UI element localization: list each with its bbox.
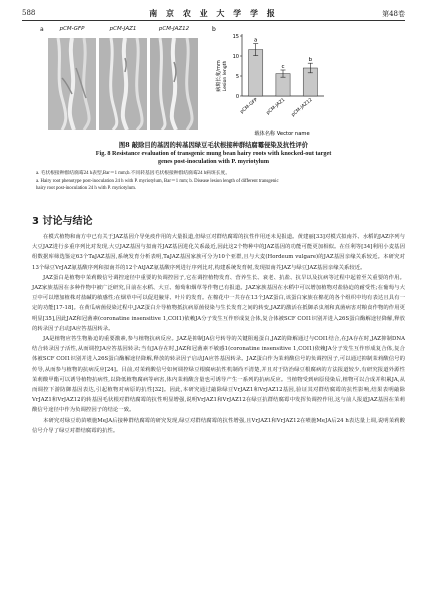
figure-notes [36,170,397,193]
hairy-root-image [99,38,147,130]
photo-label: pCM-JAZ1 [109,26,137,32]
photo-pcm-jaz1 [99,26,147,130]
photo-pcm-jaz12 [150,26,198,130]
figure-note: a. Hairy root phenotype post-inoculation 24 h with P. myriotylum, Bar＝1 mm; b. Disease lesion length of different transgenic [36,178,279,184]
y-tick-label: 5 [235,73,239,80]
section-heading: 3 讨论与结论 [32,216,93,227]
journal-name: 南 京 农 业 大 学 学 报 [149,8,278,18]
bar [249,50,263,96]
x-tick-label: pCM-JAZ1 [265,97,287,116]
figure-caption-cn: 图8 敲除目的基因的转基因绿豆毛状根接种群结腐霉侵染及抗性评价 [118,142,309,149]
y-tick-label: 0 [235,93,239,100]
figure-caption-en [36,150,391,166]
x-tick-label: pCM-GFP [239,97,259,115]
hairy-root-image [150,38,198,130]
figure-caption-en-line2: genes post-inoculation with P. myriotylum [158,158,269,165]
y-axis-label: 病斑长度/mm [216,60,222,92]
body-paragraph: 在模式植物和南方中已有关于JAZ基因介导免疫作用的大量报道,但绿豆对群结腐霉的抗性作用还未见报道。黄建丽[33]对模式拟南芥、水稻的JAZ序列与大豆JAZ进行多重序列比对发现,大豆JAZ基因与拟南芥JAZ基因进化关系最近,因此这2个物种中的JAZ基因的功能可能更加相似。在任利等[34]利用小麦基因组数据库筛选鉴定63个TaJAZ基因,系统发育分析表明,TaJAZ基因家族可分为10个亚群,且与大麦(Hordeum vulgare)的JAZ基因亲缘关系较近。本研究对13个绿豆VrJAZ氨基酸序列和拟南芥的12个AtJAZ氨基酸序列进行序列比对,构建系统发育树,发现拟南芥JAZ与绿豆JAZ基因亲缘关系较近。 [32,234,405,271]
body-paragraph: JAZ蛋白是植物中茉莉酸信号调控途径中重要的负调控因子,它在调控植物发育、营养生长、衰老、抗盐、抗旱以及抗病等过程中起着至关重要的作用。JAZ家族基因在多种作物中被广泛研究,目前在水稻、大豆、葡萄和烟草等作物已有报道。JAZ家族基因在水稻中可以增加植物对盐胁迫的耐受性;在葡萄与大豆中可以增加植株对盐碱的敏感性;在烟草中可以促进腋芽、叶片的发育。在棉花中一共存在13个JAZ蛋白,该蛋白家族在棉花的各个组织中均有表达且具有一定的功能[17-18]。在黄瓜病菌侵染过程中,JAZ蛋白介导植物抵抗病原菌侵染与生长发育之间的转变,JAZ的激活在抵御杀虫剂和真菌病害对粮食作物的作用更明显[35],因此JAZ和冠菌素(coronatine insensitive 1,COI1)依赖JA分子发生互作形成复合体,复合体被SCF COI1识别并进入26S蛋白酶解途径降解,释放的转录因子启动JA应答基因转录。 [32,274,405,332]
photo-pcm-gfp [48,26,96,130]
figure-note: hairy root post-inoculation 24 h with P. myriotylum. [36,186,137,192]
lesion-length-chart [212,24,330,138]
x-tick-label: pCM-JAZ12 [290,97,314,118]
volume-number: 第48卷 [382,10,405,18]
running-header [22,6,405,21]
y-tick-label: 15 [232,33,239,40]
figure-note: a. 毛状根接种群结腐霉24 h表型,Bar＝1 mm;b.不同转基因毛状根接种群结腐霉24 h病斑长度。 [36,171,231,176]
hairy-root-image [48,38,96,130]
body-paragraph: 本研究对绿豆幼苗喷施MeJA后接种群结腐霉的研究发现,绿豆对群结腐霉的抗性增强,且VrJAZ1和VrJAZ12在喷施MeJA后24 h表达量上调,说明茉莉酸信号介导了绿豆对群结腐霉的抗性。 [32,417,405,434]
significance-letter: c [281,64,285,70]
page-number: 588 [22,9,36,17]
chart-svg [212,24,330,138]
body-text [32,232,405,589]
panel-letter-b: b [212,26,216,33]
significance-letter: b [308,57,313,64]
figure-caption-en-line1: Fig. 8 Resistance evaluation of transgenic mung bean hairy roots with knocked-out target [95,150,332,157]
x-axis-label: 载体名称 Vector name [254,131,310,137]
photo-label: pCM-JAZ12 [158,26,190,32]
photo-label: pCM-GFP [59,26,85,32]
y-axis-label-en: Lesion length [223,60,228,92]
significance-letter: a [253,37,258,44]
figure-photo-panel [40,26,198,130]
panel-letter-a: a [40,26,44,33]
body-paragraph: JA是植物应答生物胁迫的重要激素,参与植物抗病反应。JAZ是抑制JA信号转导的关键阻遏蛋白,JAZ的降解通过与COI1结合,在JA存在时,JAZ抑制DNA结合转录因子活性,从而调控JA应答基因转录;当有JA存在时,JAZ和冠菌素不敏感1(coronatine insensitive 1,COI1)依赖JA分子发生互作形成复合体,复合体被SCF COI1识别并进入26S蛋白酶解途径降解,释放的转录因子启动JA应答基因转录。JAZ蛋白作为茉莉酸信号的负调控因子,可以通过抑制茉莉酸信号的传导,从而参与植物的抗病反应[24]。目前,对茉莉酸信号如何调控绿豆根腐病抗性机制尚不清楚,并且对于防治绿豆根腐病的方法报道较少,有研究报道外源性茉莉酸甲酯可以诱导植物抗病性,以降低植物腐病等病害,体内茉莉酸含量也可诱导产生一系列的抗病反应。当植物受到病原侵染后,植物可以合成并积累JA,从而调控下游防御基因表达,引起植物对病原的抗性[32]。因此,本研究通过敲除绿豆VrJAZ1和VrJAZ12基因,验证其对群结腐霉的抗性影响,结果表明敲除VrJAZ1和VrJAZ12的转基因毛状根对群结腐霉的抗性明显增强,说明VrJAZ1和VrJAZ12在绿豆抗群结腐霉中发挥负调控作用,这与前人报道JAZ基因在茉莉酸信号途径中作为负调控因子的结论一致。 [32,336,405,414]
y-tick-label: 10 [232,53,239,60]
